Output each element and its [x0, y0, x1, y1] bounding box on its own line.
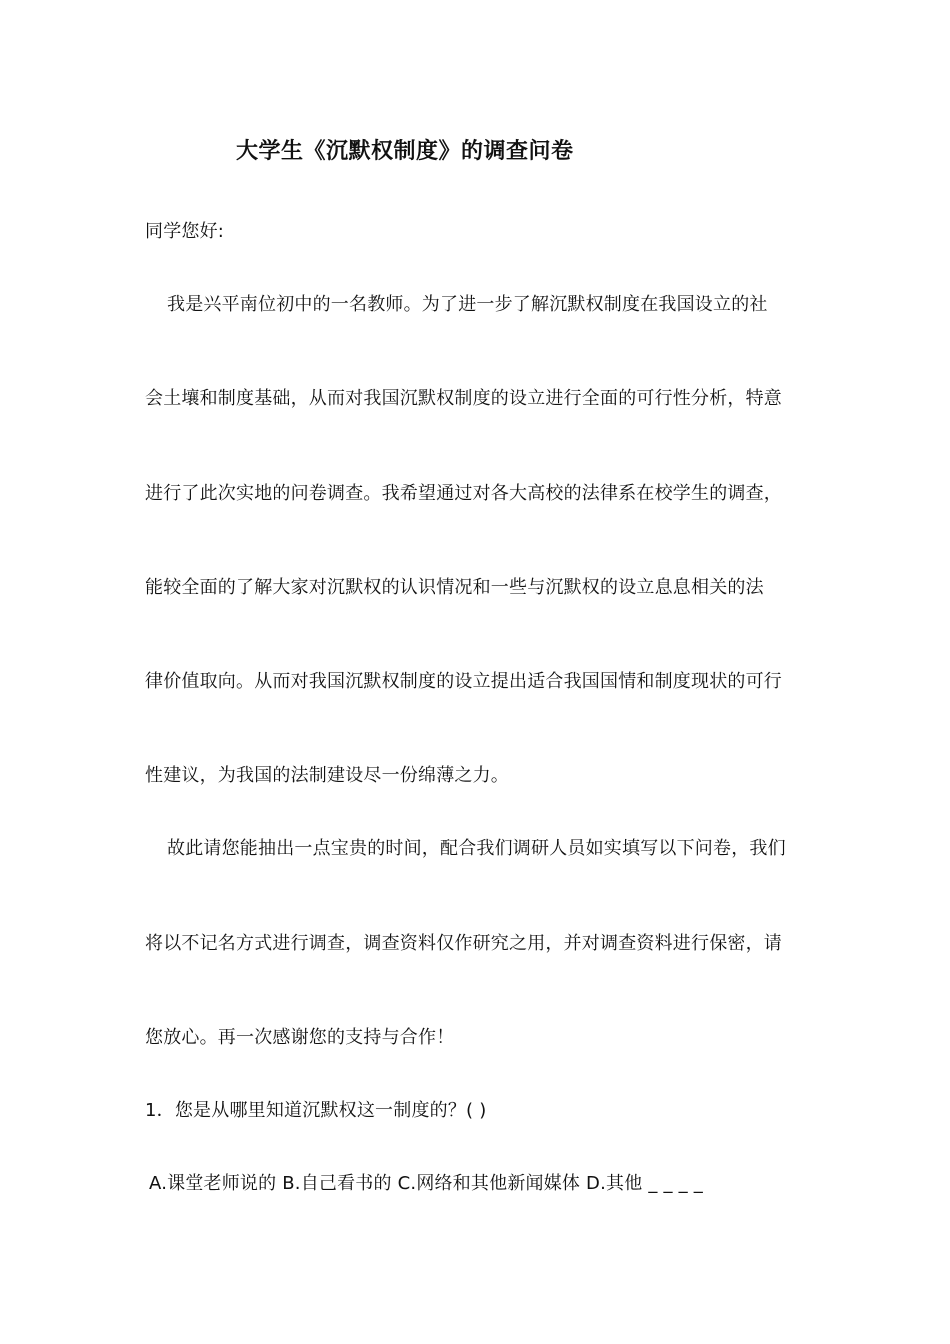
para1-line1-school: 兴平南位初中的一名教师: [203, 294, 404, 315]
para2-line1: 故此请您能抽出一点宝贵的时间，配合我们调研人员如实填写以下问卷，我们: [167, 838, 786, 859]
para2-line3: 您放心。再一次感谢您的支持与合作！: [145, 1027, 455, 1048]
para1-line2: 会土壤和制度基础，从而对我国沉默权制度的设立进行全面的可行性分析，特意: [145, 388, 782, 409]
para1-line1-start: 我是: [167, 294, 204, 315]
para1-line1-end: 。为了进一步了解沉默权制度在我国设立的社: [403, 294, 768, 315]
para1-line3-end: 希望通过对各大高校的法律系在校学生的调查，: [399, 483, 783, 504]
para1-line3: [145, 479, 782, 505]
greeting: 同学您好:: [145, 221, 225, 242]
para1-line1: [167, 290, 768, 316]
para1-line4: 能较全面的了解大家对沉默权的认识情况和一些与沉默权的设立息息相关的法: [145, 577, 764, 598]
question1-options: A.课堂老师说的 B.自己看书的 C.网络和其他新闻媒体 D.其他 _ _ _ _: [149, 1173, 703, 1194]
document-title: 大学生《沉默权制度》的调查问卷: [236, 139, 574, 164]
para1-line5: 律价值取向。从而对我国沉默权制度的设立提出适合我国国情和制度现状的可行: [145, 671, 782, 692]
para1-line3-start: 进行了此次实地的问卷调查。: [145, 483, 382, 504]
para2-line2: 将以不记名方式进行调查，调查资料仅作研究之用，并对调查资料进行保密，请: [145, 933, 782, 954]
para1-line3-pronoun: 我: [381, 483, 400, 504]
question1-text: 1．您是从哪里知道沉默权这一制度的？( ): [145, 1100, 487, 1121]
para1-line6: 性建议，为我国的法制建设尽一份绵薄之力。: [145, 765, 509, 786]
